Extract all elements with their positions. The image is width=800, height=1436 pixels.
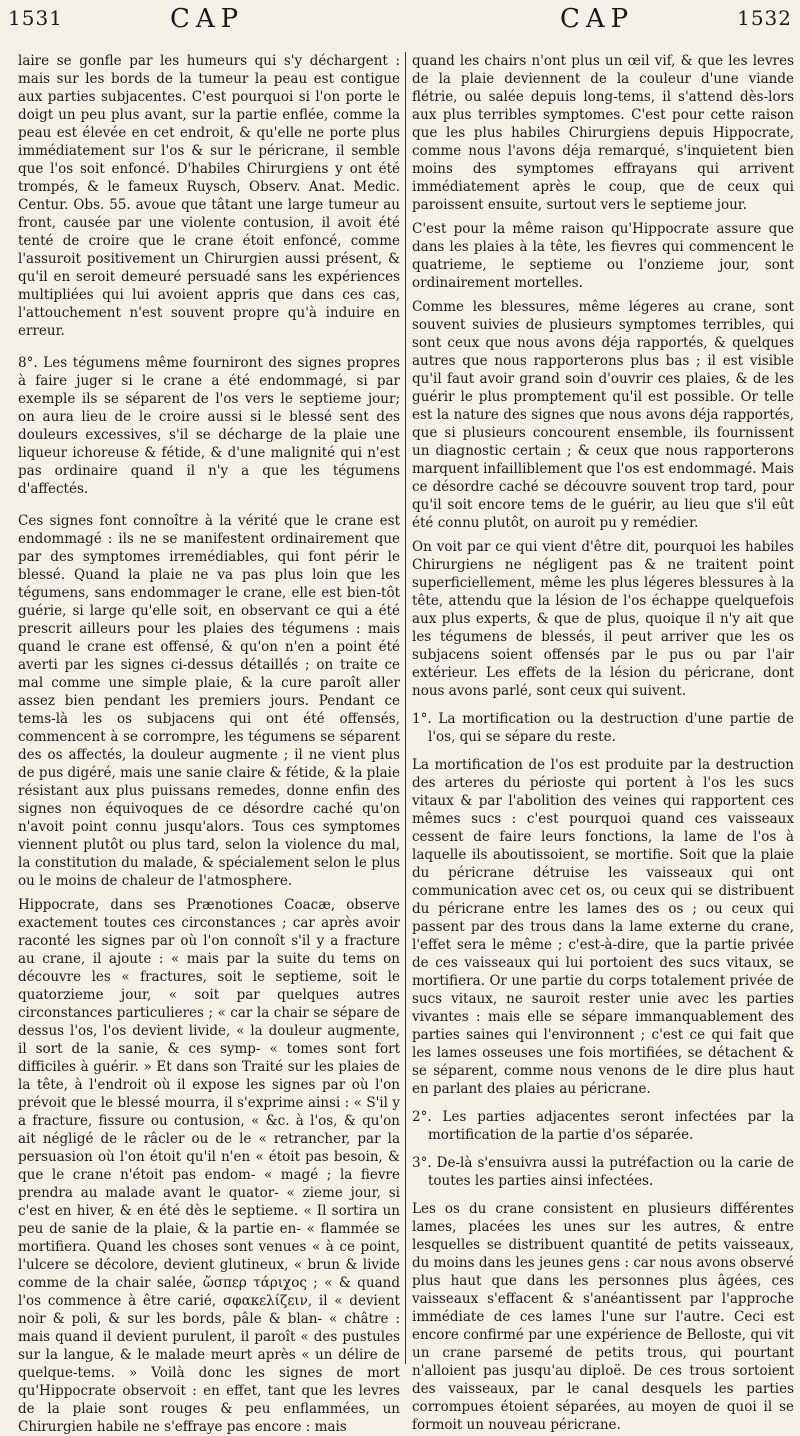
- paragraph: La mortification de l'os est produite par la destruction des arteres du périoste qui portent à l'os les sucs vitaux & par l'abolition des veines qui rapportent ces mêmes sucs : c'est pourquoi quand ces vaisseaux cessent de faire leurs fonctions, la lame de l'os à laquelle ils aboutissoient, se mortifie. Soit que la plaie du péricrane détruise les vaisseaux qui ont communication avec cet os, ou ceux qui se distribuent du péricrane entre les lames des os ; ou ceux qui passent par des trous dans la lame externe du crane, l'effet sera le même ; c'est-à-dire, que la partie privée de ces vaisseaux qui lui portoient des sucs vitaux, se mortifiera. Or une partie du corps totalement privée de sucs vitaux, ne sauroit rester unie avec les parties vivantes : mais elle se sépare immanquablement des parties saines qui l'environnent ; c'est ce qui fait que les lames osseuses une fois mortifiées, se détachent & se séparent, comme nous venons de le dire plus haut en parlant des plaies au péricrane.: [412, 757, 794, 1097]
- right-column: [412, 52, 794, 1433]
- running-title-left: CAP: [170, 4, 245, 34]
- paragraph: Les os du crane consistent en plusieurs différentes lames, placées les unes sur les autres, & entre lesquelles se distribuent quantité de petits vaisseaux, du moins dans les jeunes gens : car nous avons observé plus haut que dans les personnes plus âgées, ces vaisseaux s'effacent & s'anéantissent par l'approche immédiate de ces lames l'une sur l'autre. Ceci est encore confirmé par une expérience de Belloste, qui vit un crane parsemé de petits trous, qui pourtant n'alloient pas jusqu'au diploë. De ces trous sortoient des vaisseaux, par le canal desquels les parties corrompues étoient séparées, au moyen de quoi il se formoit un nouveau péricrane.: [412, 1201, 794, 1433]
- paragraph: Comme les blessures, même légeres au crane, sont souvent suivies de plusieurs symptomes terribles, qui sont ceux que nous avons déja rapportés, & quelques autres que nous rapporterons plus bas ; il est visible qu'il faut avoir grand soin d'ouvrir ces plaies, & de les guérir le plus promptement qu'il est possible. Or telle est la nature des signes que nous avons déja rapportés, que si plusieurs concourent ensemble, ils fournissent un diagnostic certain ; & ceux que nous rapporterons marquent infailliblement que l'os est endommagé. Mais ce désordre caché se découvre souvent trop tard, pour qu'il soit encore tems de le guérir, au lieu que s'il eût été connu plutôt, on auroit pu y remédier.: [412, 299, 794, 531]
- paragraph: On voit par ce qui vient d'être dit, pourquoi les habiles Chirurgiens ne négligent pas & ne traitent point superficiellement, même les plus légeres blessures à la tête, attendu que la lésion de l'os échappe quelquefois aux plus experts, & que de plus, quoique il n'y ait que les tégumens de blessés, il peut arriver que les os subjacens soient offensés par le pus ou par l'air extérieur. Les effets de la lésion du péricrane, dont nous avons parlé, sont ceux qui suivent.: [412, 539, 794, 699]
- running-title-right: CAP: [560, 4, 635, 34]
- paragraph: quand les chairs n'ont plus un œil vif, & que les levres de la plaie deviennent de la couleur d'une viande flétrie, ou salée depuis long-tems, il s'attend dès-lors aux plus terribles symptomes. C'est pour cette raison que les plus habiles Chirurgiens depuis Hippocrate, comme nous l'avons déja remarqué, s'inquietent bien moins des symptomes effrayans qui arrivent immédiatement après le coup, que de ceux qui paroissent ensuite, surtout vers le septieme jour.: [412, 53, 794, 213]
- section-heading: 2°. Les parties adjacentes seront infectées par la mortification de la partie d'os séparée.: [412, 1109, 794, 1143]
- page-header: [0, 0, 800, 50]
- page-number-left: 1531: [8, 6, 63, 30]
- left-column: [18, 52, 400, 1435]
- paragraph: laire se gonfle par les humeurs qui s'y déchargent : mais sur les bords de la tumeur la peau est contigue aux parties subjacentes. C'est pourquoi si l'on porte le doigt un peu plus avant, sur la partie enflée, comme la peau est élevée en cet endroit, & qu'elle ne porte plus immédiatement sur l'os & sur le péricrane, il semble que l'os soit enfoncé. D'habiles Chirurgiens y ont été trompés, & le fameux Ruysch, Observ. Anat. Medic. Centur. Obs. 55. avoue que tâtant une large tumeur au front, causée par une violente contusion, il avoit été tenté de croire que le crane étoit enfoncé, comme l'assuroit positivement un Chirurgien aussi présent, & qu'il en seroit demeuré persuadé sans les expériences multipliées qui lui avoient appris que dans ces cas, l'attouchement n'est souvent propre qu'à induire en erreur.: [18, 53, 400, 339]
- paragraph: Ces signes font connoître à la vérité que le crane est endommagé : ils ne se manifestent ordinairement que par des symptomes irremédiables, qui font périr le blessé. Quand la plaie ne va pas plus loin que les tégumens, sans endommager le crane, elle est bien-tôt guérie, si large qu'elle soit, en observant ce qui a été prescrit ailleurs pour les plaies des tégumens : mais quand le crane est offensé, & qu'on n'en a point été averti par les signes ci-dessus détaillés ; on traite ce mal comme une simple plaie, & la cure paroît aller assez bien pendant les premiers jours. Pendant ce tems-là les os subjacens qui ont été offensés, commencent à se corrompre, les tégumens se séparent des os affectés, la douleur augmente ; il ne vient plus de pus digéré, mais une sanie claire & fétide, & la plaie résistant aux plus puissans remedes, donne enfin des signes non équivoques de ce désordre caché qu'on n'avoit point connu jusqu'alors. Tous ces symptomes viennent plutôt ou plus tard, selon la violence du mal, la constitution du malade, & spécialement selon le plus ou le moins de chaleur de l'atmosphere.: [18, 513, 400, 889]
- section-heading: 1°. La mortification ou la destruction d'une partie de l'os, qui se sépare du reste.: [412, 711, 794, 745]
- page-number-right: 1532: [737, 6, 792, 30]
- section-heading: 3°. De-là s'ensuivra aussi la putréfaction ou la carie de toutes les parties ainsi infectées.: [412, 1155, 794, 1189]
- paragraph: C'est pour la même raison qu'Hippocrate assure que dans les plaies à la tête, les fievres qui commencent le quatrieme, le septieme ou l'onzieme jour, sont ordinairement mortelles.: [412, 221, 794, 291]
- paragraph: Hippocrate, dans ses Prænotiones Coacæ, observe exactement toutes ces circonstances ; car après avoir raconté les signes par où l'on connoît s'il y a fracture au crane, il ajoute : « mais par la suite du tems on découvre les « fractures, soit le septieme, soit le quatorzieme jour, « soit par quelques autres circonstances particulieres ; « car la chair se sépare de dessus l'os, l'os devient livide, « la douleur augmente, il sort de la sanie, & ces symp- « tomes sont fort difficiles à guérir. » Et dans son Traité sur les plaies de la tête, à l'endroit où il expose les signes par où l'on prévoit que le blessé mourra, il s'exprime ainsi : « S'il y a fracture, fissure ou contusion, « &c. à l'os, & qu'on ait négligé de le râcler ou de le « retrancher, par la persuasion où l'on étoit qu'il n'en « étoit pas besoin, & que le crane n'étoit pas endom- « magé ; la fievre prendra au malade avant le quator- « zieme jour, si c'est en hiver, & en été dès le septieme. « Il sortira un peu de sanie de la plaie, & la partie en- « flammée se mortifiera. Quand les choses sont venues « à ce point, l'ulcere se décolore, devient glutineux, « brun & livide comme de la chair salée, ὥσπερ τάριχος ; « & quand l'os commence à être carié, σφακελίζειν, il « devient noir & poli, & sur les bords, pâle & blan- « châtre : mais quand il devient purulent, il paroît « des pustules sur la langue, & le malade meurt après « un délire de quelque-tems. » Voilà donc les signes de mort qu'Hippocrate observoit : en effet, tant que les levres de la plaie sont rouges & peu enflammées, un Chirurgien habile ne s'effraye pas encore : mais: [18, 897, 400, 1435]
- column-divider: [405, 52, 406, 1364]
- paragraph: 8°. Les tégumens même fourniront des signes propres à faire juger si le crane a été endommagé, si par exemple ils se séparent de l'os vers le septieme jour; on aura lieu de le croire aussi si le blessé sent des douleurs excessives, s'il se décharge de la plaie une liqueur ichoreuse & fétide, & d'une malignité qui n'est pas ordinaire quand il n'y a que les tégumens d'affectés.: [18, 355, 400, 497]
